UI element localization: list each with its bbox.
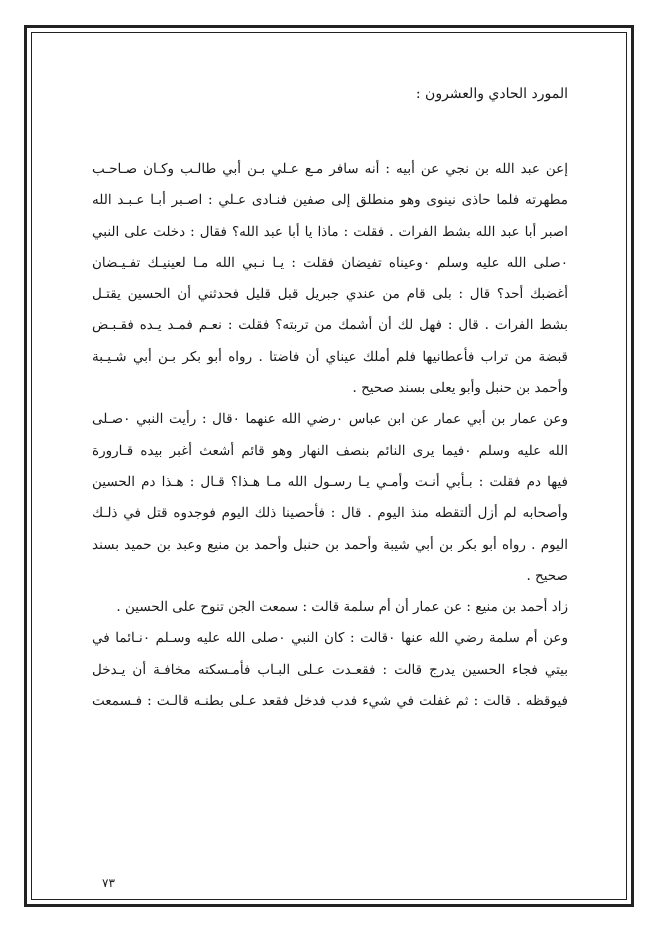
text-line: اليوم . رواه أبو بكر بن أبي شيبة وأحمد بن حنبل وأحمد بن منيع وعبد بن حميد بسند — [92, 536, 568, 553]
text-line: أغضبك أحد؟ قال : بلى قام من عندي جبريل قبل قليل فحدثني أن الحسين يقتـل — [92, 286, 568, 303]
text-line: وعن أم سلمة رضي الله عنها ٠قالت : كان النبي ٠صلى الله عليه وسـلم ٠نـائما في — [92, 630, 568, 647]
text-line: صحيح . — [526, 567, 568, 584]
text-line: مطهرته فلما حاذى نينوى وهو منطلق إلى صفين فنـادى عـلي : اصـبر أبـا عـبـد الله — [92, 192, 568, 209]
page-content — [92, 78, 568, 717]
text-line: ٠صلى الله عليه وسلم ٠وعيناه تفيضان فقلت : يـا نـبي الله مـا لعينيـك تفـيـضان — [92, 254, 568, 271]
text-line: الله عليه وسلم ٠فيما يرى النائم بنصف النهار وهو قائم أشعث أغبر بيده قـارورة — [92, 442, 568, 459]
text-line: فيها دم فقلت : بـأبي أنـت وأمـي يـا رسـول الله مـا هـذا؟ قـال : هـذا دم الحسين — [92, 473, 568, 490]
text-line: اصبر أبا عبد الله بشط الفرات . فقلت : ماذا يا أبا عبد الله؟ فقال : دخلت على النبي — [92, 223, 568, 240]
body-text — [92, 154, 568, 717]
text-line: زاد أحمد بن منيع : عن عمار أن أم سلمة قالت : سمعت الجن تنوح على الحسين . — [116, 599, 568, 616]
text-line: قبضة من تراب فأعطانيها فلم أملك عيناي أن فاضتا . رواه أبو بكر بـن أبي شـيـبة — [92, 348, 568, 365]
text-line: فيوقظه . قالت : ثم غفلت في شيء فدب فدخل فقعد عـلى بطنـه قالـت : فـسمعت — [92, 693, 568, 710]
text-line: وعن عمار بن أبي عمار عن ابن عباس ٠رضي الله عنهما ٠قال : رأيت النبي ٠صـلى — [92, 411, 568, 428]
section-heading: المورد الحادي والعشرون : — [415, 86, 568, 102]
text-line: بشط الفرات . قال : فهل لك أن أشمك من تربته؟ فقلت : نعـم فمـد يـده فقـبـض — [92, 317, 568, 334]
text-line: وأصحابه لم أزل ألتقطه منذ اليوم . قال : فأحصينا ذلك اليوم فوجدوه قتل في ذلـك — [92, 505, 568, 522]
text-line: بيتي فجاء الحسين يدرج قالت : فقعـدت عـلى البـاب فأمـسكته مخافـة أن يـدخل — [92, 661, 568, 678]
text-line: إعن عبد الله بن نجي عن أبيه : أنه سافر مـع عـلي بـن أبي طالـب وكـان صـاحـب — [92, 161, 568, 177]
page-number: ٧٣ — [102, 876, 115, 890]
text-line: وأحمد بن حنبل وأبو يعلى بسند صحيح . — [352, 380, 568, 397]
